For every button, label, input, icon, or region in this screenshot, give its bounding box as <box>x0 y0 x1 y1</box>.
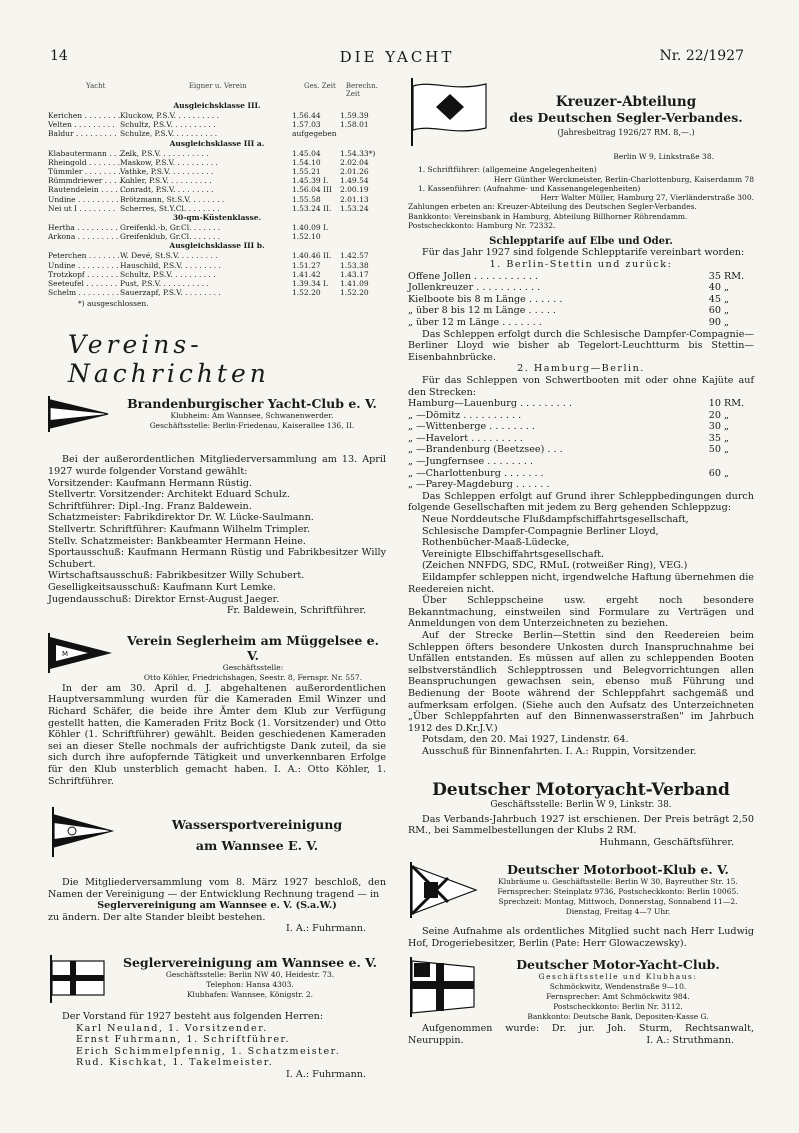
dmk-text <box>408 926 754 949</box>
cell-yacht: Nei ut I . . . . . . . . <box>48 203 116 213</box>
cell-yacht: Klabautermann . . . . . <box>48 148 131 158</box>
table-row <box>48 251 386 260</box>
burgee-icon <box>48 807 114 857</box>
info-line: Herr Günther Werckmeister, Berlin-Charlottenburg, Kaiserdamm 78 <box>493 174 754 184</box>
club-office-label: Geschäftsstelle: <box>222 662 284 672</box>
page-number: 14 <box>50 48 68 64</box>
saw-text <box>48 1011 386 1081</box>
company-line: Vereinigte Elbschiffahrtsgesellschaft. <box>422 548 605 560</box>
cell-ges: 1.53.24 II. <box>292 203 332 213</box>
tariff-v: 10 <box>708 398 721 410</box>
tariff-n: Jollenkreuzer . . . . . . . . . . . <box>408 282 541 294</box>
club-name: Deutscher Motor-Yacht-Club. <box>516 957 720 973</box>
dmv-office: Geschäftsstelle: Berlin W 9, Linkstr. 38. <box>490 799 672 810</box>
cell-owner: W. Devé, St.S.V. . . . . . . . . <box>120 251 218 261</box>
cell-ber: 1.49.54 <box>340 176 369 186</box>
table-row <box>48 185 386 194</box>
class-title: 30-qm-Küstenklasse. <box>172 213 262 223</box>
paragraph: Auf der Strecke Berlin—Stettin sind den Reedereien beim Schleppen öfters besondere Unkosten durch Inanspruchnahme bei Unfällen entstanden. Es müssen auf allen zu schleppenden Booten selbstverständlich Schlepptrossen und Belegvorrichtungen allen Beanspruchungen gewachsen sein, ebenso muß Führung und Bedienung der Boote während der Schleppfahrt sachgemäß und aufmerksam erfolgen. (Siehe auch den Aufsatz des Unterzeichneten „Über Schleppfahrten auf den Binnenwasserstraßen" im Jahrbuch 1912 des D.Kr.J.V.) <box>408 629 754 734</box>
signature: Ausschuß für Binnenfahrten. I. A.: Ruppin, Vorsitzender. <box>422 745 697 757</box>
club-info: Fernsprecher: Amt Schmöckwitz 984. <box>546 992 690 1002</box>
club-name: Verein Seglerheim am Müggelsee e. V. <box>127 632 379 663</box>
cell-ber: 1.52.20 <box>340 288 369 298</box>
paragraph: In der am 30. April d. J. abgehaltenen außerordentlichen Hauptversammlung wurden für die Kameraden Emil Winzer und Richard Schäfer, die beide ihre Ämter dem Klub zur Verfügung gestellt hatten, die Kameraden Fritz Bock (1. Vorsitzender) und Otto Köhler (1. Schriftführer) gewählt. Beiden geschiedenen Kameraden sei an dieser Stelle nochmals der aufrichtigste Dank zuteil, da sie sich durch ihre aufopfernde Tätigkeit und unverkennbaren Erfolge für den Klub unsterblich gemacht haben. I. A.: Otto Köhler, 1. Schriftführer. <box>48 682 386 787</box>
cell-owner: Sauerzapf, P.S.V. . . . . . . . . <box>120 288 221 298</box>
tariff-n: „ über 8 bis 12 m Länge . . . . . <box>408 305 556 317</box>
cell-ges: 1.39.34 I. <box>292 279 329 289</box>
tariff-v: 30 <box>708 421 721 433</box>
cell-yacht: Undine . . . . . . . . . <box>48 260 119 270</box>
tariff-section <box>408 247 754 757</box>
cell-owner: Greifenkl.-b, Gr.Cl. . . . . . . <box>120 223 221 233</box>
cell-ber: 2.00.19 <box>340 185 369 195</box>
club-name: Seglervereinigung am Wannsee e. V. <box>122 955 378 971</box>
cell-owner: Schultz, P.S.V. . . . . . . . . . <box>120 269 216 279</box>
tariff-row <box>408 479 754 491</box>
club-info: Klubräume u. Geschäftsstelle: Berlin W 30, Bayreuther Str. 15. <box>498 877 738 887</box>
info-line: 1. Schriftführer: (allgemeine Angelegenheiten) <box>418 165 597 175</box>
cell-owner: Schulze, P.S.V. . . . . . . . . . <box>120 129 218 139</box>
club-name: Deutscher Motorboot-Klub e. V. <box>507 862 729 878</box>
paragraph: Für das Jahr 1927 sind folgende Schlepptarife vereinbart worden: <box>422 247 745 259</box>
issue-number: Nr. 22/1927 <box>659 48 744 64</box>
cell-owner: Conradt, P.S.V. . . . . . . . . <box>120 185 214 195</box>
tariff-v: 60 <box>708 305 721 317</box>
cell-ges: 1.51.27 <box>292 260 321 270</box>
info-line: Zahlungen erbeten an: Kreuzer-Abteilung des Deutschen Segler-Verbandes. <box>408 202 697 212</box>
club-flag-icon <box>408 78 490 146</box>
cell-ber: 1.42.57 <box>340 251 369 261</box>
tariff-v: 20 <box>708 409 721 421</box>
tariff-n: Kielboote bis 8 m Länge . . . . . . <box>408 293 563 305</box>
cell-yacht: Peterchen . . . . . . . <box>48 251 120 261</box>
left-column <box>48 78 386 1081</box>
tariff-v: 60 <box>708 467 721 479</box>
tariff-list-2 <box>408 398 754 491</box>
cell-ber: 1.53.38 <box>340 260 369 270</box>
tariff-row <box>408 421 754 433</box>
cell-ges: 1.40.46 II. <box>292 251 332 261</box>
cell-ges: 1.41.42 <box>292 269 321 279</box>
tariff-u: „ <box>724 421 729 433</box>
cell-ber: 2.01.13 <box>340 194 369 204</box>
table-row <box>48 279 386 288</box>
tariff-title: Schlepptarife auf Elbe und Oder. <box>489 236 673 248</box>
cell-yacht: Velten . . . . . . . . . <box>48 120 115 130</box>
cell-yacht: Schelm . . . . . . . . . <box>48 288 120 298</box>
tariff-row <box>408 398 754 410</box>
club-fee: (Jahresbeitrag 1926/27 RM. 8,—.) <box>557 128 695 137</box>
results-table <box>48 101 386 297</box>
club-info: Schmöckwitz, Wendenstraße 9—10. <box>549 982 687 992</box>
tariff-u <box>721 456 754 468</box>
table-row <box>48 288 386 297</box>
dmv-text <box>408 814 754 849</box>
paragraph: Das Verbands-Jahrbuch 1927 ist erschienen. Der Preis beträgt 2,50 RM., bei Sammelbestellungen der Klubs 2 RM. <box>408 813 754 837</box>
right-column <box>408 78 754 1047</box>
member-line: Erich Schimmelpfennig, 1. Schatzmeister. <box>76 1045 341 1057</box>
table-row <box>48 195 386 204</box>
tariff-u: „ <box>724 432 729 444</box>
tariff-v <box>693 456 721 468</box>
club-info: Postscheckkonto: Berlin Nr. 3112. <box>553 1002 683 1012</box>
cell-yacht: Baldur . . . . . . . . . <box>48 129 117 139</box>
col-owner: Eigner u. Verein <box>188 82 247 90</box>
line: Jugendausschuß: Direktor Ernst-August Jaeger. <box>48 593 280 605</box>
line: Stellvertr. Schriftführer: Kaufmann Wilhelm Trimpler. <box>48 524 310 536</box>
table-row <box>48 270 386 279</box>
table-row <box>48 261 386 270</box>
results-footnote: *) ausgeschlossen. <box>78 299 149 309</box>
club-name: Brandenburgischer Yacht-Club e. V. <box>127 396 377 412</box>
tariff-n: „ —Havelort . . . . . . . . . <box>408 432 523 444</box>
tariff-row <box>408 468 754 480</box>
cell-ges: 1.55.21 <box>292 167 321 177</box>
tariff-n: „ —Brandenburg (Beetzsee) . . . <box>408 444 563 456</box>
table-row <box>48 111 386 120</box>
club-name: Kreuzer-Abteilung <box>555 94 697 110</box>
cell-yacht: Trotzkopf . . . . . . . <box>48 269 119 279</box>
club-saw <box>48 955 386 1011</box>
cell-owner: Zelk, P.S.V. . . . . . . . . . . <box>120 148 209 158</box>
table-row <box>48 232 386 241</box>
paragraph: Eildampfer schleppen nicht, irgendwelche Haftung übernehmen die Reedereien nicht. <box>408 572 754 595</box>
tariff-u: „ <box>724 282 729 294</box>
cell-yacht: Rümmdriewer . . . . . . <box>48 176 131 186</box>
burgee-icon <box>408 862 478 918</box>
cell-ber <box>340 129 386 138</box>
tariff-u: „ <box>724 409 729 421</box>
tariff-v: 35 <box>708 432 721 444</box>
club-info: Dienstag, Freitag 4—7 Uhr. <box>565 907 671 917</box>
paragraph: Potsdam, den 20. Mai 1927, Lindenstr. 64. <box>422 734 629 746</box>
tariff-row <box>408 444 754 456</box>
vsm-text <box>48 683 386 787</box>
club-info: Sprechzeit: Montag, Mittwoch, Donnerstag, Sonnabend 11—2. <box>498 897 738 907</box>
cell-owner: Vathke, P.S.V. . . . . . . . . . <box>120 167 214 177</box>
cell-ges: 1.52.10 <box>292 232 321 242</box>
route-heading: 1. Berlin-Stettin und zurück: <box>489 258 673 270</box>
signature: I. A.: Fuhrmann. <box>286 923 366 935</box>
cell-ges: 1.57.03 <box>292 120 321 130</box>
club-info: Geschäftsstelle und Klubhaus: <box>538 972 698 982</box>
tariff-n: Hamburg—Lauenburg . . . . . . . . . <box>408 398 572 410</box>
line: Stellvertr. Vorsitzender: Architekt Eduard Schulz. <box>48 489 290 501</box>
magazine-title: DIE YACHT <box>339 48 455 66</box>
tariff-n: „ —Parey-Magdeburg . . . . . . <box>408 479 550 491</box>
route-heading: 2. Hamburg—Berlin. <box>517 363 645 375</box>
line: Wirtschaftsausschuß: Fabrikbesitzer Willy Schubert. <box>48 570 305 582</box>
club-dmyc <box>408 957 754 1023</box>
line: Sportausschuß: Kaufmann Hermann Rüstig und Fabrikbesitzer Willy Schubert. <box>48 547 386 570</box>
club-info: Bankkonto: Deutsche Bank, Depositen-Kasse G. <box>527 1012 709 1022</box>
tariff-row <box>408 294 754 306</box>
tariff-v <box>693 479 721 491</box>
tariff-u: RM. <box>724 270 745 282</box>
cell-ber: 1.59.39 <box>340 111 369 120</box>
dmyc-text <box>408 1023 754 1046</box>
club-office: Geschäftsstelle: Berlin-Friedenau, Kaiserallee 136, II. <box>149 421 355 431</box>
tariff-n: Offene Jollen . . . . . . . . . . . <box>408 270 538 282</box>
tariff-n: „ —Charlottenburg . . . . . . . <box>408 467 544 479</box>
table-row <box>48 167 386 176</box>
class-title: Ausgleichsklasse III b. <box>169 241 265 251</box>
cell-owner: Kohler, P.S.V. . . . . . . . . . <box>120 176 212 186</box>
cell-ges: 1.56.04 III <box>292 185 332 195</box>
cell-owner: Pust, P.S.V. . . . . . . . . . . <box>120 279 209 289</box>
club-bycb <box>48 396 386 454</box>
paragraph: Aufgenommen wurde: Dr. jur. Joh. Sturm, Rechtsanwalt, Neuruppin. <box>408 1023 754 1047</box>
tariff-u: RM. <box>724 398 745 410</box>
cell-ber: 1.53.24 <box>340 203 369 213</box>
table-row <box>48 129 386 138</box>
cell-yacht: Kerichen . . . . . . . . <box>48 111 121 120</box>
club-address: Klubheim: Am Wannsee, Schwanenwerder. <box>170 411 334 421</box>
club-kreuzer <box>408 78 754 154</box>
club-info: Fernsprecher: Steinplatz 9736, Postscheckkonto: Berlin 10065. <box>497 887 739 897</box>
table-row <box>48 204 386 213</box>
tariff-v: 35 <box>708 270 721 282</box>
club-flag-icon <box>408 957 478 1017</box>
tariff-n: „ über 12 m Länge . . . . . . . <box>408 316 542 328</box>
cell-yacht: Hertha . . . . . . . . . <box>48 223 118 233</box>
table-row <box>48 158 386 167</box>
cell-yacht: Rheingold . . . . . . . <box>48 157 121 167</box>
tariff-v: 45 <box>708 293 721 305</box>
club-office: Otto Köhler, Friedrichshagen, Seestr. 8, Fernspr. Nr. 557. <box>143 672 363 682</box>
line: Stellv. Schatzmeister: Bankbeamter Hermann Heine. <box>48 535 306 547</box>
line: Vorsitzender: Kaufmann Hermann Rüstig. <box>48 477 252 489</box>
cell-owner: Kluckow, P.S.V. . . . . . . . . . <box>120 111 219 120</box>
tariff-row <box>408 305 754 317</box>
class-title: Ausgleichsklasse III a. <box>169 138 265 148</box>
cell-ber: 2.02.04 <box>340 157 369 167</box>
info-line: 1. Kassenführer: (Aufnahme- und Kassenangelegenheiten) <box>418 183 641 193</box>
cell-ber: 1.43.17 <box>340 269 369 279</box>
cell-ber <box>340 223 386 232</box>
company-line: Rothenbücher-Maaß-Lüdecke, <box>422 537 570 549</box>
company-line: Schlesische Dampfer-Compagnie Berliner Lloyd, <box>422 525 659 537</box>
member-line: Ernst Fuhrmann, 1. Schriftführer. <box>76 1034 291 1046</box>
cell-ges: 1.55.58 <box>292 194 321 204</box>
tariff-u: „ <box>724 293 729 305</box>
tariff-v: 90 <box>708 316 721 328</box>
burgee-icon <box>48 633 114 673</box>
paragraph: Für das Schleppen von Schwertbooten mit oder ohne Kajüte auf den Strecken: <box>408 374 754 398</box>
paragraph: Seine Aufnahme als ordentliches Mitglied sucht nach Herr Ludwig Hof, Drogeriebesitzer, Berlin (Pate: Herr Glowaczewsky). <box>408 926 754 949</box>
company-line: Neue Norddeutsche Flußdampfschiffahrtsgesellschaft, <box>422 514 689 526</box>
club-name-2: am Wannsee E. V. <box>195 838 319 854</box>
cell-yacht: Undine . . . . . . . . . <box>48 194 119 204</box>
bycb-text <box>48 454 386 616</box>
results-header <box>48 82 386 98</box>
club-dmk <box>408 862 754 926</box>
cell-ges: aufgegeben <box>292 129 337 139</box>
paragraph: Der Vorstand für 1927 besteht aus folgenden Herren: <box>62 1011 324 1023</box>
table-row <box>48 223 386 232</box>
signature: Fr. Baldewein, Schriftführer. <box>226 605 366 617</box>
dmv-title: Deutscher Motoryacht-Verband <box>432 779 730 800</box>
cell-ges: 1.40.09 I. <box>292 223 329 233</box>
cell-yacht: Rautendelein . . . . . . <box>48 185 128 195</box>
new-club-name: Seglervereinigung am Wannsee e. V. (S.a.W.) <box>97 900 337 912</box>
club-name: Wassersportvereinigung <box>171 817 343 833</box>
tariff-u: „ <box>724 467 729 479</box>
cell-owner: Scherres, St.Y.Cl. . . . . . . . <box>120 203 220 213</box>
cell-yacht: Seeteufel . . . . . . . <box>48 279 118 289</box>
burgee-icon <box>48 396 110 432</box>
club-office: Geschäftsstelle: Berlin NW 40, Heidestr. 73. <box>165 970 335 980</box>
tariff-u: „ <box>724 316 729 328</box>
cell-owner: Brötzmann, St.S.V. . . . . . . . <box>120 194 225 204</box>
tariff-row <box>408 410 754 422</box>
info-line: Bankkonto: Vereinsbank in Hamburg, Abteilung Billhorner Röhrendamm. <box>408 211 688 221</box>
club-name-2: des Deutschen Segler-Verbandes. <box>509 110 743 125</box>
club-wvw <box>48 807 386 877</box>
club-flag-icon <box>48 955 108 1003</box>
tariff-list-1 <box>408 271 754 329</box>
cell-owner: Schultz, P.S.V. . . . . . . . . . <box>120 120 216 130</box>
line: Schatzmeister: Fabrikdirektor Dr. W. Lücke-Saulmann. <box>48 512 314 524</box>
cell-ber: 1.58.01 <box>340 120 369 130</box>
paragraph: Das Schleppen erfolgt auf Grund ihrer Schleppbedingungen durch folgende Gesellschaften mit jedem zu Berg gehenden Schleppzug: <box>408 490 754 514</box>
tariff-n: „ —Dömitz . . . . . . . . . . <box>408 409 522 421</box>
info-line: Postscheckkonto: Hamburg Nr. 72332. <box>408 221 556 231</box>
table-row <box>48 149 386 158</box>
cell-yacht: Arkona . . . . . . . . . <box>48 232 119 242</box>
tariff-row <box>408 433 754 445</box>
line: Geselligkeitsausschuß: Kaufmann Kurt Lemke. <box>48 581 276 593</box>
paragraph: zu ändern. Der alte Stander bleibt bestehen. <box>48 911 266 923</box>
wvw-text <box>48 877 386 935</box>
member-line: Karl Neuland, 1. Vorsitzender. <box>76 1022 268 1034</box>
club-vsm <box>48 633 386 683</box>
signature: I. A.: Fuhrmann. <box>286 1069 366 1081</box>
table-row <box>48 120 386 129</box>
cell-owner: Greifenklub, Gr.Cl. . . . . . . <box>120 232 221 242</box>
col-ber: Berechn. Zeit <box>345 82 378 98</box>
page-header <box>50 48 744 70</box>
company-line: (Zeichen NNFDG, SDC, RMuL (rotweißer Ring), VEG.) <box>422 560 688 572</box>
tariff-row <box>408 282 754 294</box>
tariff-n: „ —Jungfernsee . . . . . . . . <box>408 456 534 468</box>
tariff-row <box>408 317 754 329</box>
cell-yacht: Tümmler . . . . . . . . <box>48 167 121 177</box>
col-ges: Ges. Zeit <box>303 82 336 90</box>
tariff-n: „ —Wittenberge . . . . . . . . <box>408 421 535 433</box>
cell-owner: Maskow, P.S.V. . . . . . . . . . <box>120 157 218 167</box>
cell-ges: 1.52.20 <box>292 288 321 298</box>
cell-ber: 1.41.09 <box>340 279 369 289</box>
line: Schriftführer: Dipl.-Ing. Franz Baldewein. <box>48 500 252 512</box>
signature: Huhmann, Geschäftsführer. <box>599 836 734 848</box>
class-title: Ausgleichsklasse III. <box>173 101 261 110</box>
paragraph: Die Mitgliederversammlung vom 8. März 1927 beschloß, den Namen der Vereinigung — der Entwicklung Rechnung tragend — in <box>48 877 386 900</box>
cell-ges: 1.45.39 I. <box>292 176 329 186</box>
member-line: Rud. Kischkat, 1. Takelmeister. <box>76 1057 274 1069</box>
signature: I. A.: Struthmann. <box>646 1035 734 1047</box>
cell-ber: 1.54.33*) <box>340 148 376 158</box>
paragraph: Das Schleppen erfolgt durch die Schlesische Dampfer-Compagnie—Berliner Lloyd wie bisher ab Tegelort-Leuchtturm bis Stettin—Eisenbahnbrücke. <box>408 328 754 363</box>
club-address: Berlin W 9, Linkstraße 38. <box>613 152 714 161</box>
tariff-v: 50 <box>708 444 721 456</box>
kreuzer-info <box>408 165 754 230</box>
club-harbour: Klubhafen: Wannsee, Königstr. 2. <box>186 990 314 1000</box>
cell-ber <box>340 232 386 241</box>
club-phone: Telephon: Hansa 4303. <box>206 980 294 990</box>
tariff-u <box>721 479 754 491</box>
tariff-row <box>408 456 754 468</box>
cell-owner: Hauschild, P.S.V. . . . . . . . . <box>120 260 221 270</box>
cell-ges: 1.45.04 <box>292 148 321 158</box>
paragraph: Bei der außerordentlichen Mitgliederversammlung am 13. April 1927 wurde folgender Vorstand gewählt: <box>48 454 386 478</box>
section-title: Vereins-Nachrichten <box>68 330 270 389</box>
paragraph: Über Schleppscheine usw. ergeht noch besondere Bekanntmachung, einstweilen sind Formulare zu Verträgen und Anmeldungen von dem Unterzeichneten zu beziehen. <box>408 595 754 630</box>
tariff-u: „ <box>724 444 729 456</box>
cell-ber: 2.01.26 <box>340 167 369 177</box>
cell-ges: 1.54.10 <box>292 157 321 167</box>
tariff-v: 40 <box>708 282 721 294</box>
svg-text:M: M <box>62 649 69 658</box>
tariff-u: „ <box>724 305 729 317</box>
info-line: Herr Walter Müller, Hamburg 27, Vierländerstraße 300. <box>540 193 754 203</box>
tariff-row <box>408 271 754 283</box>
table-row <box>48 176 386 185</box>
cell-ges: 1.56.44 <box>292 111 321 120</box>
col-yacht: Yacht <box>86 82 106 90</box>
